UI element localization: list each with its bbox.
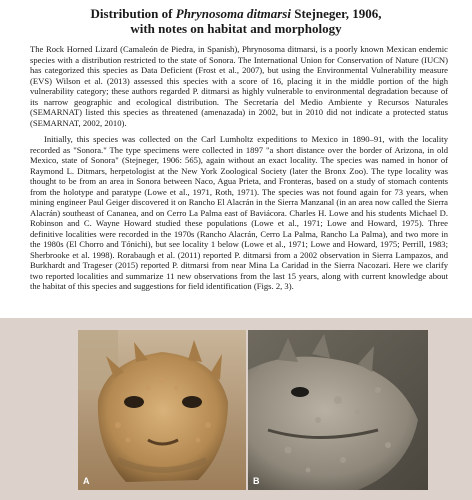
title-prefix: Distribution of	[90, 6, 176, 21]
paragraph-2: Initially, this species was collected on the Carl Lumholtz expeditions to Mexico in 1890–91, with the locality recorded as "Sonora." The type specimens were collected in 1897 "a short distance over the border of Arizona, in old Mexico, state of Sonora" (Stejneger, 1906: 565), again without an exact locality. The species was named in honor of Raymond L. Ditmars, herpetologist at the New York Zoological Society (later the Bronx Zoo). The type locality was thought to be from an area in Sonora between Naco, Agua Prieta, and Fronteras, based on a study of stomach contents from the holotype and paratype (Lowe et al., 1971, Roth, 1971). The species was not found again for 73 years, when mining engineer Paul Geiger discovered it on Rancho El Alacrán in the Sierra Manzanal (in an area now called the Sierra Alacrán) southeast of Cananea, and on Cerro La Palma east of Baviácora. Charles H. Lowe and his students Michael D. Robinson and C. Wayne Howard studied these populations (Lowe et al., 1971; Lowe and Howard, 1975). Three definitive localities were recorded in the 1970s (Rancho Alacrán, Cerro La Palma, Rancho La Palma), and two more in the 1980s (El Chorro and Tónichi), but see locality 1 below (Lowe et al., 1971; Lowe and Howard, 1975; Perrill, 1983; Sherbrooke et al. 1998). Rorabaugh et al. (2011) reported P. ditmarsi from a 2002 observation in Sierra Lampazos, and Burkhardt and Trageser (2015) reported P. ditmarsi from near Mina La Caridad in the Sierra Nacozari. Here we clarify two reported localities and summarize 11 new observations from the last 15 years, along with current knowledge about the habitat of this species and suggestions for field identification (Figs. 2, 3).	[30, 134, 448, 291]
lizard-head-photo-b	[248, 330, 428, 490]
photo-panel-b	[248, 330, 428, 490]
title-line-2: with notes on habitat and morphology	[130, 21, 342, 36]
lizard-head-photo-a	[78, 330, 246, 490]
title-suffix: Stejneger, 1906,	[290, 6, 382, 21]
panel-label-b: B	[253, 476, 260, 486]
title-species: Phrynosoma ditmarsi	[175, 6, 291, 21]
figure-photos	[0, 318, 472, 500]
paragraph-1: The Rock Horned Lizard (Camaleón de Piedra, in Spanish), Phrynosoma ditmarsi, is a poorly known Mexican endemic species with a distribution restricted to the state of Sonora. The International Union for Conservation of Nature (IUCN) has categorized this species as Data Deficient (Frost et al., 2007), but using the Environmental Vulnerability measure (EVS) Wilson et al. (2013) assessed this species with a score of 16, placing it in the middle portion of the high vulnerability category; these authors regarded P. ditmarsi as highly vulnerable to environmental degradation because of its narrow geographic and ecological distribution. The Secretaría del Medio Ambiente y Recursos Naturales (SEMARNAT) listed this species as threatened (amenazada) in 2002, but in 2010 did not indicate a protected status (SEMARNAT, 2002, 2010).	[30, 44, 448, 128]
photo-panel-a	[78, 330, 246, 490]
article-title	[0, 6, 472, 36]
title-line-1	[0, 6, 472, 21]
panel-label-a: A	[83, 476, 90, 486]
article-body	[30, 44, 448, 292]
